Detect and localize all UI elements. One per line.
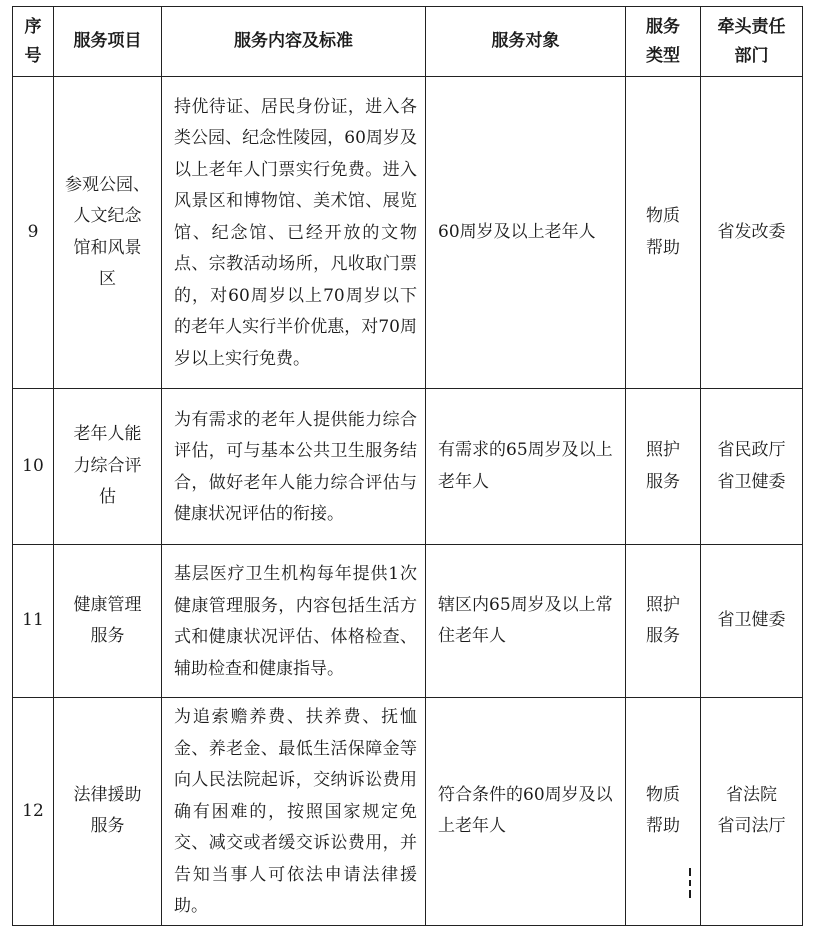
row-target: 有需求的65周岁及以上老年人 [426,389,626,545]
header-item: 服务项目 [54,7,162,77]
header-index: 序 号 [13,7,54,77]
scan-mark [689,868,691,876]
row-target: 符合条件的60周岁及以上老年人 [426,698,626,926]
header-content: 服务内容及标准 [162,7,426,77]
row-dept: 省卫健委 [701,545,803,698]
service-table [12,6,803,926]
row-item: 参观公园、 人文纪念 馆和风景 区 [54,77,162,389]
row-type: 物质 帮助 [626,77,701,389]
row-index: 10 [13,389,54,545]
row-type: 照护 服务 [626,545,701,698]
row-index: 9 [13,77,54,389]
header-type: 服务 类型 [626,7,701,77]
row-type: 照护 服务 [626,389,701,545]
table-row [13,77,803,389]
header-dept: 牵头责任 部门 [701,7,803,77]
row-content: 基层医疗卫生机构每年提供1次健康管理服务，内容包括生活方式和健康状况评估、体格检查、辅助检查和健康指导。 [162,545,426,698]
row-type: 物质 帮助 [626,698,701,926]
row-content: 为追索赡养费、扶养费、抚恤金、养老金、最低生活保障金等向人民法院起诉，交纳诉讼费用确有困难的，按照国家规定免交、减交或者缓交诉讼费用，并告知当事人可依法申请法律援助。 [162,698,426,926]
row-content: 为有需求的老年人提供能力综合评估，可与基本公共卫生服务结合，做好老年人能力综合评估与健康状况评估的衔接。 [162,389,426,545]
scan-mark [689,890,691,898]
row-target: 60周岁及以上老年人 [426,77,626,389]
table-row [13,389,803,545]
table-row [13,698,803,926]
row-dept: 省法院 省司法厅 [701,698,803,926]
table-row [13,545,803,698]
row-item: 老年人能 力综合评 估 [54,389,162,545]
row-index: 12 [13,698,54,926]
scan-marks [687,868,693,898]
row-item: 健康管理 服务 [54,545,162,698]
scan-mark [689,880,691,886]
header-target: 服务对象 [426,7,626,77]
row-content: 持优待证、居民身份证，进入各类公园、纪念性陵园，60周岁及以上老年人门票实行免费。进入风景区和博物馆、美术馆、展览馆、纪念馆、已经开放的文物点、宗教活动场所，凡收取门票的，对60周岁以上70周岁以下的老年人实行半价优惠，对70周岁以上实行免费。 [162,77,426,389]
row-item: 法律援助 服务 [54,698,162,926]
row-dept: 省发改委 [701,77,803,389]
header-row [13,7,803,77]
row-target: 辖区内65周岁及以上常住老年人 [426,545,626,698]
row-index: 11 [13,545,54,698]
row-dept: 省民政厅 省卫健委 [701,389,803,545]
